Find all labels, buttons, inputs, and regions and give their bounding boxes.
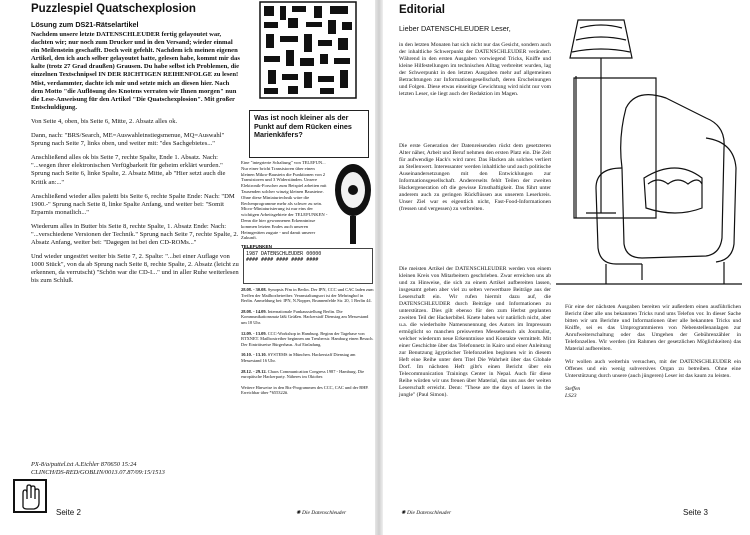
ladybug-illustration: [332, 160, 374, 246]
editorial-paragraph-5: Wir wollen auch weiterhin versuchen, mit der DATENSCHLEUDER ein Offenes und ein wenig subversives Organ zu betreiben. Ohne eine Unterstützung durch unsere (auch jüngeren) Leser ist das kaum zu leisten.: [565, 359, 741, 379]
event-text: Internationale Funkausstellung Berlin. Die Kommunikationsnutz läßt Grüßen. Hackerstaff Dienstag am Messestand um 18 Uhr.: [241, 308, 369, 325]
intro-paragraph: Nachdem unsere letzte DATENSCHLEUDER fertig gelayoutet war, dachten wir; nur noch zum Drucker und in den Versand; wieder einmal ein Meilenstein geschafft. Doch weit gefehlt. Nachdem ich meinen eigenen Artikel, den ich auch selber gelayoutet hatte, gelesen habe, kommt mir das kalte (trotz 27 Grad draußen) Grausen. Du habe selbst ich Problemen, die einzelnen Textschnipsel IN DER RICHTIGEN REIHENFOLGE zu lesen! Mist, verdammter, dachte ich mir und setzte mich an diesen hier. Nach dem Motto "die Auflösung des Knotens verraten wir Ihnen morgen" nun die Lese-Anweisung für den Artikel "Die Quatschexplosion". Mit großer Entschuldigung.: [31, 31, 240, 111]
instruction-paragraph-6: Und wieder ungestört weiter bis Seite 7, 2. Spalte: "...bei einer Auflage von 1000 Stück", von da ab Sprung nach Seite 8, rechte Spalte, 2. Absatz (leicht zu erkennen, da verrutscht) "Schön war die CD-I..." und in aller Ruhe weiterlesen bis zum Schluß.: [31, 253, 239, 285]
event-date: 28.08. - 30.08.: [241, 287, 267, 292]
editorial-column-3: [399, 266, 551, 405]
puzzle-question: Was ist noch kleiner als der Punkt auf dem Rücken eines Marienkäfers?: [254, 113, 352, 140]
left-article-column: [31, 31, 241, 292]
editorial-signature: [565, 386, 741, 400]
puzzle-illustration: [258, 0, 358, 100]
ticket-line-2: #### #### #### #### ####: [246, 257, 319, 263]
event-item: [241, 331, 375, 348]
left-signoff: [31, 461, 241, 477]
question-box: [249, 110, 369, 158]
instruction-paragraph-3: Anschließend alles ok bis Seite 7, rechte Spalte, Ende 1. Absatz. Nach: "...wegen ihrer elektronischen Verfügbarkeit für geheim erklärt wurden." Sprung nach Seite 6, linke Spalte, 2. Absatz Mitte, ab "Hier setzt auch die Kritik an:...": [31, 154, 226, 186]
signoff-line-2: CLINCH/DS-RED/GOBLIN/0013.07.87/09:15/1513: [31, 469, 165, 476]
editorial-paragraph-4: Für eine der nächsten Ausgaben bereiten wir außerdem einen ausführlichen Bericht über alle uns bekannten Tricks rund ums Telefon vor. In dieser Sache bitten wir um Berichte und Informationen über alle bekannten Tricks und Kniffe, sei es das Umprogrammieren von Nebenstellenanlagen zur Anrufweiterschaltung oder das Umgehen der Gebührenzähler in Telefonzellen. Wir werden (im Rahmen der gesetzlichen Möglichkeiten) das Material aufbereiten.: [565, 304, 741, 352]
instruction-paragraph-5: Wiederum alles in Butter bis Seite 8, rechte Spalte, 1. Absatz Ende: Nach: "...verschiedene Versionen der Technik." Sprung nach Seite 7, rechte Spalte, 2. Absatz Anfang, weiter bei: "Dagegen ist bei den CD-ROMs...": [31, 222, 239, 247]
editorial-column-2: [399, 143, 551, 219]
right-page-heading: Editorial: [399, 4, 446, 16]
datenschleuder-logo-right: [401, 510, 451, 516]
signoff-line-1: PX-8/a/puttel.txt A.Eichler 870650 15:24: [31, 461, 137, 468]
event-text: SYSTEMS in München. Hackerstaff Dienstag am Messestand 16 Uhr.: [241, 352, 356, 363]
page-gutter: [375, 0, 383, 535]
left-page-subheading: Lösung zum DS21-Rätselartikel: [31, 20, 139, 29]
event-item: [241, 369, 375, 380]
event-item: [241, 287, 375, 304]
middle-answer-column: [241, 160, 329, 253]
editorial-paragraph-1: in den letzten Monaten hat sich nicht nur das Gesicht, sondern auch der inhaltliche Schwerpunkt der DATENSCHLEUDER verändert. Während in den ersten Ausgaben vorwiegend Tricks, Kniffe und kleine Hilfestellungen im technischen Alltag verbreitet wurden, lag der Schwerpunkt in den letzten Ausgaben mehr auf allgemeinen Betrachtungen zur Informationsgesellschaft, deren Erscheinungen und Folgen. Diese etwas einseitige Gewichtung wird nicht nur vom letzten Leser, sie liegt auch der Redaktion im Magen.: [399, 42, 551, 97]
event-calendar: [241, 287, 375, 401]
logo-text: Die Datenschleuder: [406, 510, 452, 516]
event-item: [241, 385, 375, 396]
signature-code: LS23: [565, 393, 577, 399]
answer-text: Eine "integrierte Schaltung" von TELEFUN... Nur einer bricht Transistoren über einen kleinen Mikro-Baustein die Funktionen von 2 Transistoren und 3 Widerständen. Unsere Elektronik-Forscher zum Beispiel arbeiten mit Tausenden solcher winzig kleinen Bausteine. Ohne diese Miniaturtechnik wäre die Rechenprogramme mehr als schwer zu sein. Micro-Miniaturisierung ist nur eins der wichtigen Arbeitsgebiete der TELEFUNKEN - Denn die hier gewonnenen Erkenntnisse kommen letzten Endes auch unseren Heimgeräten zugute - und damit unserer Zukunft.: [241, 160, 328, 241]
telefunken-brand: TELEFUNKEN: [241, 244, 272, 250]
event-text: Chaos Communication Congress 1987 - Hamburg. Die europäische Hackerparty. Näheres im Oktober.: [241, 368, 365, 380]
event-date: 28.08. - 14.09.: [241, 308, 267, 314]
instruction-paragraph-1: Von Seite 4, oben, bis Seite 6, Mitte, 2. Absatz alles ok.: [31, 117, 178, 125]
page-number-right: Seite 3: [683, 508, 708, 517]
editorial-paragraph-2: Die erste Generation der Datenreisenden rückt dem gesetzteren Alter näher, Arbeit und Beruf nehmen den ersten Platz ein. Die Zeit für aufwendige Hack's wird rarer. Das Hacken als solches verliert an Stellenwert. Interessanter werden inhaltliche und auch politische Auseinandersetzungen mit den Entwicklungen zur Informationsgesellschaft. Andererseits fehlt Teilen der zweiten Hackergeneration oft die gewisse Ernsthaftigkeit. Das führt unter anderem auch zu geringen Rückflüssen aus unserem Leserkreis. Unser Ziel war es eigentlich nicht, Fast-Food-Informationen (fressen und vergessen) zu verbreiten.: [399, 143, 551, 212]
event-text: Synopsis Ffm in Berlin. Der IPN, CCC und CAC laden zum Treffen der Mailboxbetreiber. Veranstaltungsort ist der Mehringhof in Berlin. Anmeldung bei: IPN, N.Nopper, Brunnenfelde Str. 20, 1 Berlin 44.: [241, 287, 374, 304]
editorial-salutation: Lieber DATENSCHLEUDER Leser,: [399, 24, 511, 33]
editorial-column-4: [565, 304, 741, 400]
chaos-knot-icon: ✺: [401, 510, 407, 516]
ticket-strip: [243, 248, 373, 284]
left-page-heading: Puzzlespiel Quatschexplosion: [31, 3, 196, 15]
event-date: 10.10. - 13.10.: [241, 352, 267, 358]
armchair-illustration: [556, 8, 742, 298]
hand-icon: [13, 479, 47, 513]
event-item: [241, 352, 375, 363]
event-date: 28.12. - 29.12.: [241, 368, 267, 374]
event-text: CCC-Workshop in Hamburg. Beginn der Tagebase von BTXNET. Mailboxtreiber beginnen am Treuberstr. Hamburg einen Besuch. Der Eintrittsreise Bürgerhaus. Auf Einladung.: [241, 330, 374, 347]
logo-text: Die Datenschleuder: [301, 510, 347, 516]
instruction-paragraph-2: Dann, nach: "BRS/Search, ME=Auswahleinstiegsmenue, MQ=Auswahl" Sprung nach Seite 7, links oben, und weiter mit: "des Sachgebietes...": [31, 132, 225, 148]
ticket-line-1: 1987 DATENSCHLEUDER 00000: [246, 251, 322, 257]
editorial-paragraph-3: Die meisten Artikel der DATENSCHLEUDER werden von einem kleinen Kreis von Mitarbeitern geschrieben. Zwar erreichen uns ab und zu Hinweise, die sich zu einem Artikel aufbereiten lassen, insgesamt gehen aber viel zu selten verwertbare Beiträge aus der Leserschaft ein. Wir rufen hiermit dazu auf, die DATENSCHLEUDER durch Beiträge und Informationen zu unterstützen. Dies gilt ebenso für den zum Herbst geplanten zweiten Teil der Hackerbibel. Knete haben wir natürlich nicht, aber u.a. die wiederholte Namensnennung des Autors im Impressum ermöglicht so manchen preiswerten Messebesuch als Journalist, welcher wiederum neue Erkenntnisse und Kontakte vermittelt. Mit einer Geschichte über das Telefonnetz in Kairo und einer Anleitung zur Benutzung ägyptischer Telefonzellen beginnen wir in diesem Heft eine Reihe unter dem Titel Die Wahrheit über das Globale Dorf. Im nächsten Heft gibt's einen Bericht über ein Telecommunication Trainings Center in Nepal. Auch für diese Reihe würden wir uns freuen über Material, das uns aus der weiten Leserschaft erreicht. Denn: "These are the days of lasers in the jungle" (Paul Simon).: [399, 266, 551, 398]
editorial-column-1: [399, 42, 551, 104]
instruction-paragraph-4: Anschließend wieder alles paletti bis Seite 6, rechte Spalte Ende: Nach: "DM 1900.-" Sprung nach Seite 8, linke Spalte Anfang, und weiter bei: "Somit Erparnis monatlich...": [31, 192, 235, 216]
signature-name: Steffen: [565, 386, 581, 392]
event-item: [241, 309, 375, 326]
event-text: Weitere Hinweise in den Btx-Programmen des CCC, CAC und der BHP. Erreichbar über *655322#.: [241, 384, 369, 396]
datenschleuder-logo-left: [296, 510, 346, 516]
chaos-knot-icon: ✺: [296, 510, 302, 516]
event-date: 12.09. - 13.09.: [241, 330, 267, 336]
page-number-left: Seite 2: [56, 508, 81, 517]
